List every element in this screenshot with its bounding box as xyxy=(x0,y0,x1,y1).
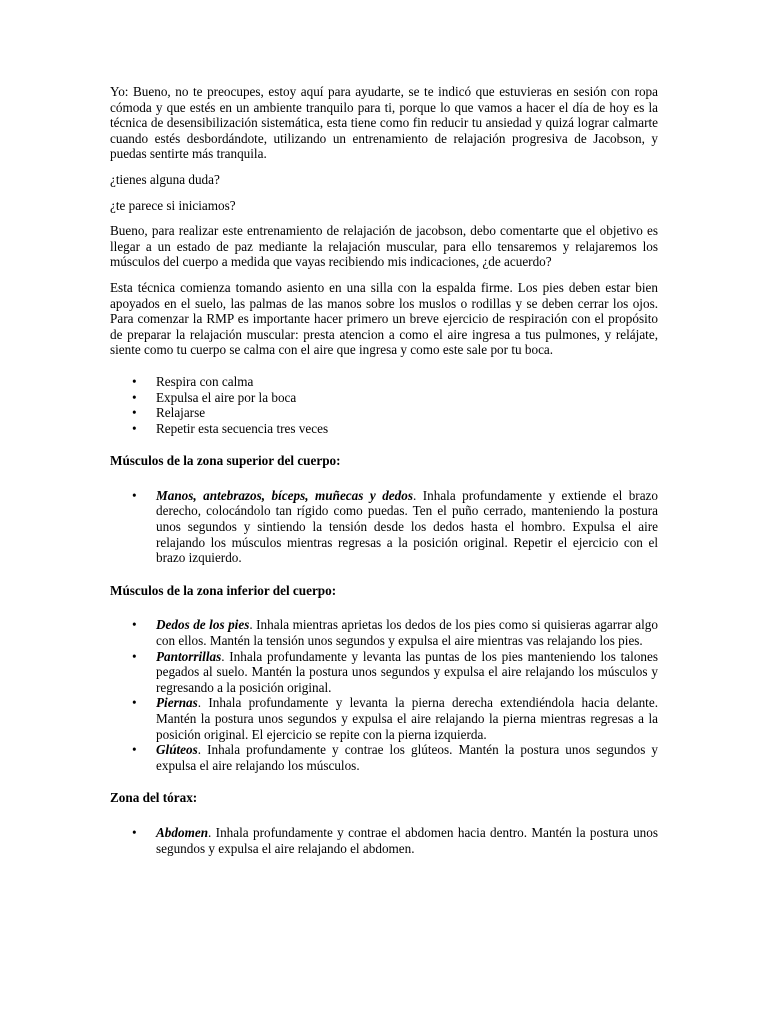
intro-paragraph: Yo: Bueno, no te preocupes, estoy aquí para ayudarte, se te indicó que estuvieras en sesión con ropa cómoda y que estés en un ambiente tranquilo para ti, porque lo que vamos a hacer el día de hoy es la técnica de desensibilización sistemática, esta tiene como fin reducir tu ansiedad y quizá lograr calmarte cuando estés desbordándote, utilizando un entrenamiento de relajación progresiva de Jacobson, y puedas sentirte más tranquila. xyxy=(110,84,658,162)
list-item xyxy=(156,488,658,566)
item-text: . Inhala profundamente y contrae los glúteos. Mantén la postura unos segundos y expulsa el aire relajando los músculos. xyxy=(156,742,658,773)
list-item: • Expulsa el aire por la boca xyxy=(156,390,658,406)
technique-paragraph: Esta técnica comienza tomando asiento en una silla con la espalda firme. Los pies deben estar bien apoyados en el suelo, las palmas de las manos sobre los muslos o rodillas y se deben cerrar los ojos. Para comenzar la RMP es importante hacer primero un breve ejercicio de respiración con el propósito de preparar la relajación muscular: presta atencion a como el aire ingresa a tus pulmones, y relájate, siente como tu cuerpo se calma con el aire que ingresa y como este sale por tu boca. xyxy=(110,279,658,358)
item-lead: Pantorrillas xyxy=(156,648,222,664)
question-doubt: ¿tienes alguna duda? xyxy=(110,171,220,187)
list-item: • Repetir esta secuencia tres veces xyxy=(156,421,658,437)
document-page xyxy=(110,84,658,873)
list-item xyxy=(156,649,658,696)
upper-body-list xyxy=(110,488,658,566)
item-text: . Inhala profundamente y levanta las puntas de los pies manteniendo los talones pegados al suelo. Mantén la postura unos segundos y expulsa el aire relajando los músculos y regresando a la posición original. xyxy=(156,648,658,695)
torax-list xyxy=(110,825,658,856)
list-item xyxy=(156,695,658,742)
list-item xyxy=(156,742,658,773)
list-item xyxy=(156,617,658,648)
breathing-steps-list xyxy=(110,374,658,436)
lower-body-heading: Músculos de la zona inferior del cuerpo: xyxy=(110,582,337,598)
item-lead: Dedos de los pies xyxy=(156,617,250,633)
list-item xyxy=(156,825,658,856)
item-text: . Inhala profundamente y extiende el brazo derecho, colocándolo tan rígido como puedas. Ten el puño cerrado, manteniendo la postura unos segundos y sintiendo la tensión desde los dedos hasta el hombro. Expulsa el aire relajando los músculos mientras regresas a la posición original. Repetir el ejercicio con el brazo izquierdo. xyxy=(156,487,658,566)
item-lead: Glúteos xyxy=(156,742,198,758)
lower-body-list xyxy=(110,617,658,773)
item-lead: Piernas xyxy=(156,695,198,711)
list-item: • Relajarse xyxy=(156,405,658,421)
list-item: • Respira con calma xyxy=(156,374,658,390)
item-lead: Manos, antebrazos, bíceps, muñecas y dedos xyxy=(156,487,413,503)
item-text: . Inhala profundamente y levanta la pierna derecha extendiéndola hacia delante. Mantén la postura unos segundos y expulsa el aire relajando la pierna mientras regresas a la posición original. El ejercicio se repite con la pierna izquierda. xyxy=(156,695,658,742)
question-start: ¿te parece si iniciamos? xyxy=(110,197,236,213)
upper-body-heading: Músculos de la zona superior del cuerpo: xyxy=(110,453,341,469)
item-text: . Inhala mientras aprietas los dedos de los pies como si quisieras agarrar algo con ellos. Mantén la tensión unos segundos y expulsa el aire mientras vas relajando los pies. xyxy=(156,617,658,649)
item-lead: Abdomen xyxy=(156,824,209,840)
item-text: . Inhala profundamente y contrae el abdomen hacia dentro. Mantén la postura unos segundos y expulsa el aire relajando el abdomen. xyxy=(156,824,658,856)
objective-paragraph: Bueno, para realizar este entrenamiento de relajación de jacobson, debo comentarte que el objetivo es llegar a un estado de paz mediante la relajación muscular, para ello tensaremos y relajaremos los músculos del cuerpo a medida que vayas recibiendo mis indicaciones, ¿de acuerdo? xyxy=(110,223,658,270)
torax-heading: Zona del tórax: xyxy=(110,790,198,806)
